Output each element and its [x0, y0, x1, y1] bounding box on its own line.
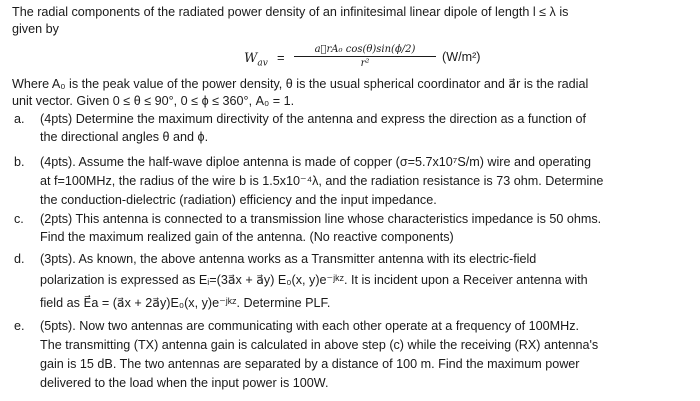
intro-line-1: The radial components of the radiated power density of an infinitesimal linear dipole of length l ≤ λ is: [12, 5, 569, 19]
part-a-line: (4pts) Determine the maximum directivity of the antenna and express the direction as a function of: [40, 112, 587, 126]
part-e-line: delivered to the load when the input power is 100W.: [40, 376, 329, 390]
part-d-line: (3pts). As known, the above antenna works as a Transmitter antenna with its electric-field: [40, 252, 537, 266]
part-c-letter: c.: [14, 212, 24, 226]
formula-lhs: $W_{av}$: [244, 51, 268, 69]
part-d-line: field as E⃗a = (a⃗x + 2a⃗y)E₀(x, y)e⁻ʲᵏᶻ. Determine PLF.: [40, 296, 331, 310]
formula-fraction: [294, 44, 436, 69]
part-a-letter: a.: [14, 112, 25, 126]
part-b-line: (4pts). Assume the half-wave diploe antenna is made of copper (σ=5.7x10⁷S/m) wire and operating: [40, 155, 592, 169]
part-d-letter: d.: [14, 252, 25, 266]
part-a-line: the directional angles θ and ϕ.: [40, 130, 209, 144]
where-line-2: unit vector. Given 0 ≤ θ ≤ 90°, 0 ≤ ϕ ≤ 360°, A₀ = 1.: [12, 94, 295, 108]
part-e-line: gain is 15 dB. The two antennas are separated by a distance of 100 m. Find the maximum power: [40, 357, 580, 371]
part-e-line: (5pts). Now two antennas are communicating with each other operate at a frequency of 100MHz.: [40, 319, 580, 333]
part-b-letter: b.: [14, 155, 25, 169]
formula-units: (W/m²): [442, 50, 481, 64]
formula-numerator: a⃗rA₀ cos(θ)sin(ϕ/2): [294, 44, 436, 57]
formula-denominator: r²: [360, 58, 370, 69]
where-line-1: Where A₀ is the peak value of the power density, θ is the usual spherical coordinator and a⃗r is the radial: [12, 77, 589, 91]
formula-equals: =: [277, 50, 285, 65]
part-b-line: the conduction-dielectric (radiation) efficiency and the input impedance.: [40, 193, 437, 207]
part-c-line: Find the maximum realized gain of the antenna. (No reactive components): [40, 230, 454, 244]
part-c-line: (2pts) This antenna is connected to a transmission line whose characteristics impedance is 50 ohms.: [40, 212, 602, 226]
power-density-formula: [244, 44, 484, 74]
part-d-line: polarization is expressed as Eᵢ=(3a⃗x + a⃗y) E₀(x, y)e⁻ʲᵏᶻ. It is incident upon a Receiver antenna with: [40, 273, 588, 287]
part-e-line: The transmitting (TX) antenna gain is calculated in above step (c) while the receiving (RX) antenna's: [40, 338, 599, 352]
intro-line-2: given by: [12, 22, 59, 36]
part-b-line: at f=100MHz, the radius of the wire b is 1.5x10⁻⁴λ, and the radiation resistance is 73 ohm. Determine: [40, 174, 604, 188]
part-e-letter: e.: [14, 319, 25, 333]
